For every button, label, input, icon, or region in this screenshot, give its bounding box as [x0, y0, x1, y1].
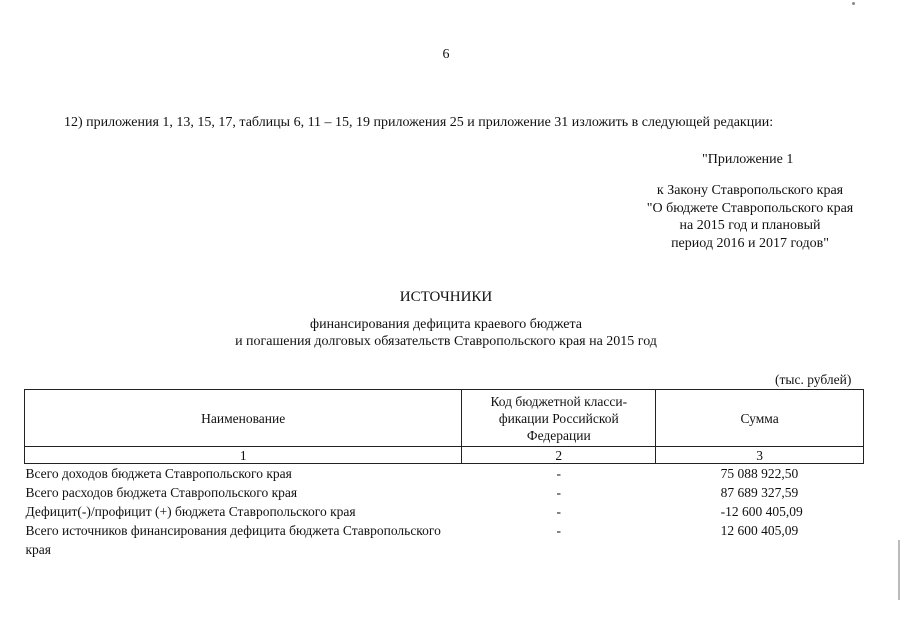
table-row [25, 464, 864, 484]
document-heading: ИСТОЧНИКИ [399, 289, 493, 305]
row-amount: 75 088 922,50 [720, 466, 799, 481]
header-code-line: Код бюджетной класси- [490, 393, 628, 409]
column-number: 2 [462, 447, 656, 464]
row-code: - [556, 466, 562, 481]
intro-paragraph: 12) приложения 1, 13, 15, 17, таблицы 6, 11 – 15, 19 приложения 25 и приложение 31 изложить в следующей редакции: [64, 115, 774, 130]
appendix-ref-line: на 2015 год и плановый [679, 218, 821, 233]
row-name: Дефицит(-)/профицит (+) бюджета Ставропольского края [25, 504, 356, 519]
header-sum: Сумма [656, 390, 864, 447]
header-code [462, 390, 656, 447]
scan-artifact [898, 540, 900, 600]
financing-sources-table [24, 389, 864, 559]
row-name: Всего доходов бюджета Ставропольского края [25, 466, 292, 481]
row-amount: 12 600 405,09 [720, 523, 799, 538]
row-amount: -12 600 405,09 [720, 504, 803, 519]
row-name: Всего расходов бюджета Ставропольского края [25, 485, 298, 500]
page-number: 6 [442, 47, 450, 62]
row-code: - [556, 523, 562, 538]
appendix-reference [600, 182, 900, 252]
subtitle-line: финансирования дефицита краевого бюджета [310, 317, 582, 332]
appendix-ref-line: "О бюджете Ставропольского края [646, 200, 854, 216]
table-row [25, 521, 864, 559]
row-code: - [556, 485, 562, 500]
column-number: 1 [25, 447, 462, 464]
header-code-line: Федерации [526, 427, 591, 443]
subtitle-line: и погашения долговых обязательств Ставропольского края на 2015 год [235, 334, 657, 349]
row-code: - [556, 504, 562, 519]
units-label: (тыс. рублей) [775, 372, 852, 387]
row-name: Всего источников финансирования дефицита бюджета Ставропольского края [25, 523, 441, 557]
document-subtitle [0, 316, 892, 350]
appendix-ref-line: к Закону Ставропольского края [656, 183, 844, 198]
table-header-row [25, 390, 864, 447]
header-code-line: фикации Российской [498, 410, 619, 426]
column-number-row [25, 447, 864, 464]
appendix-ref-line: период 2016 и 2017 годов" [671, 235, 829, 251]
column-number: 3 [656, 447, 864, 464]
appendix-title: "Приложение 1 [702, 152, 794, 167]
table-row [25, 483, 864, 502]
table-row [25, 502, 864, 521]
header-name: Наименование [25, 390, 462, 447]
scan-artifact [852, 2, 855, 5]
row-amount: 87 689 327,59 [720, 485, 799, 500]
